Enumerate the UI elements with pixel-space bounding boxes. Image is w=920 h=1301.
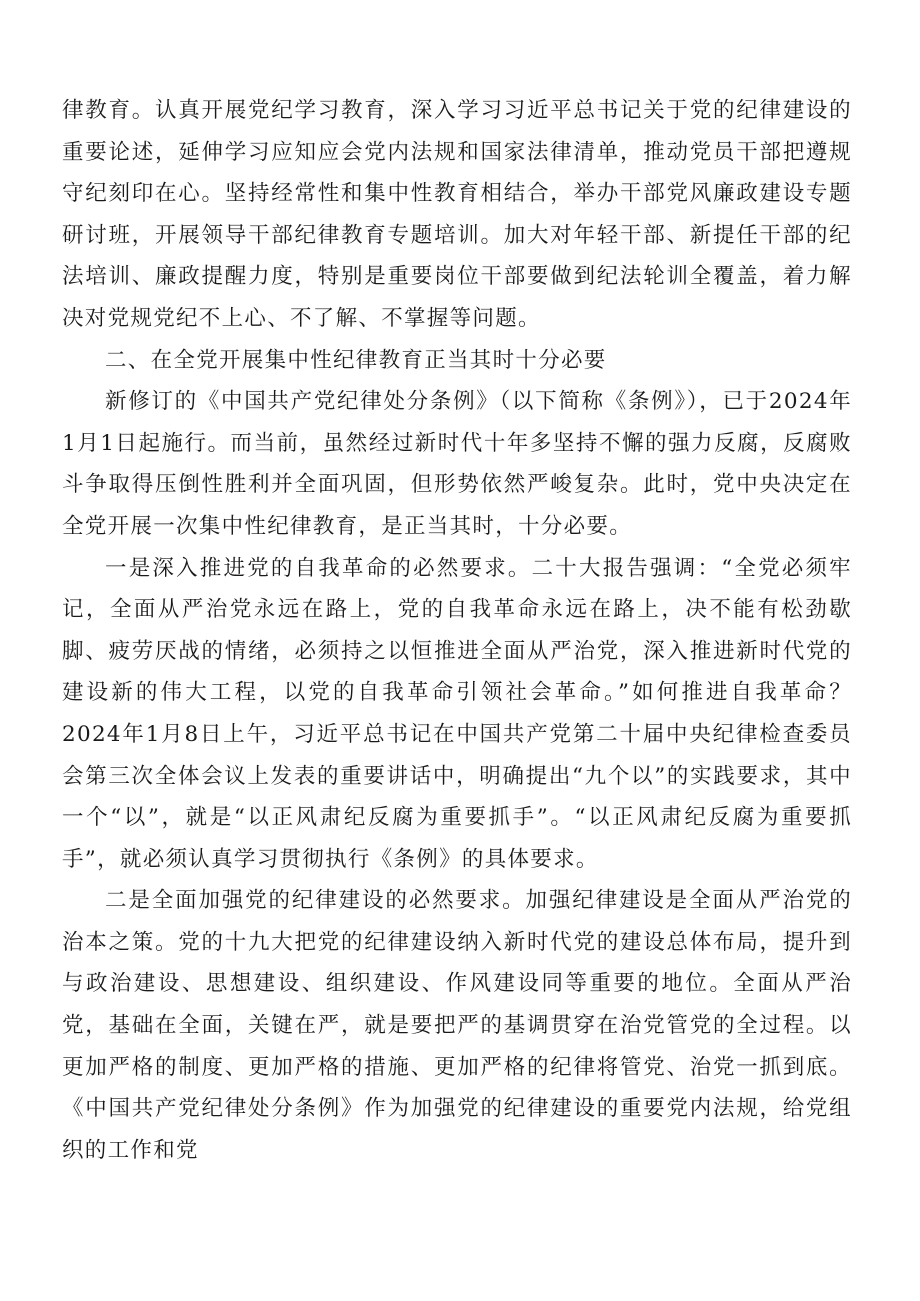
paragraph-regulation-revision: 新修订的《中国共产党纪律处分条例》（以下简称《条例》），已于2024年1月1日起施行。而当前，虽然经过新时代十年多坚持不懈的强力反腐，反腐败斗争取得压倒性胜利并全面巩固，但形势依然严峻复杂。此时，党中央决定在全党开展一次集中性纪律教育，是正当其时，十分必要。 <box>62 389 852 539</box>
section-heading-two: 二、在全党开展集中性纪律教育正当其时十分必要 <box>105 347 607 373</box>
paragraph-discipline-building: 二是全面加强党的纪律建设的必然要求。加强纪律建设是全面从严治党的治本之策。党的十九大把党的纪律建设纳入新时代党的建设总体布局，提升到与政治建设、思想建设、组织建设、作风建设同等重要的地位。全面从严治党，基础在全面，关键在严，就是要把严的基调贯穿在治党管党的全过程。以更加严格的制度、更加严格的措施、更加严格的纪律将管党、治党一抓到底。《中国共产党纪律处分条例》作为加强党的纪律建设的重要党内法规，给党组织的工作和党 <box>62 888 852 1163</box>
paragraph-self-revolution: 一是深入推进党的自我革命的必然要求。二十大报告强调：“全党必须牢记，全面从严治党永远在路上，党的自我革命永远在路上，决不能有松劲歇脚、疲劳厌战的情绪，必须持之以恒推进全面从严治党，深入推进新时代党的建设新的伟大工程，以党的自我革命引领社会革命。”如何推进自我革命？2024年1月8日上午，习近平总书记在中国共产党第二十届中央纪律检查委员会第三次全体会议上发表的重要讲话中，明确提出“九个以”的实践要求，其中一个“以”，就是“以正风肃纪反腐为重要抓手”。“以正风肃纪反腐为重要抓手”，就必须认真学习贯彻执行《条例》的具体要求。 <box>62 555 852 872</box>
document-page <box>62 90 852 1171</box>
paragraph-discipline-education: 律教育。认真开展党纪学习教育，深入学习习近平总书记关于党的纪律建设的重要论述，延伸学习应知应会党内法规和国家法律清单，推动党员干部把遵规守纪刻印在心。坚持经常性和集中性教育相结合，举办干部党风廉政建设专题研讨班，开展领导干部纪律教育专题培训。加大对年轻干部、新提任干部的纪法培训、廉政提醒力度，特别是重要岗位干部要做到纪法轮训全覆盖，着力解决对党规党纪不上心、不了解、不掌握等问题。 <box>62 98 852 331</box>
